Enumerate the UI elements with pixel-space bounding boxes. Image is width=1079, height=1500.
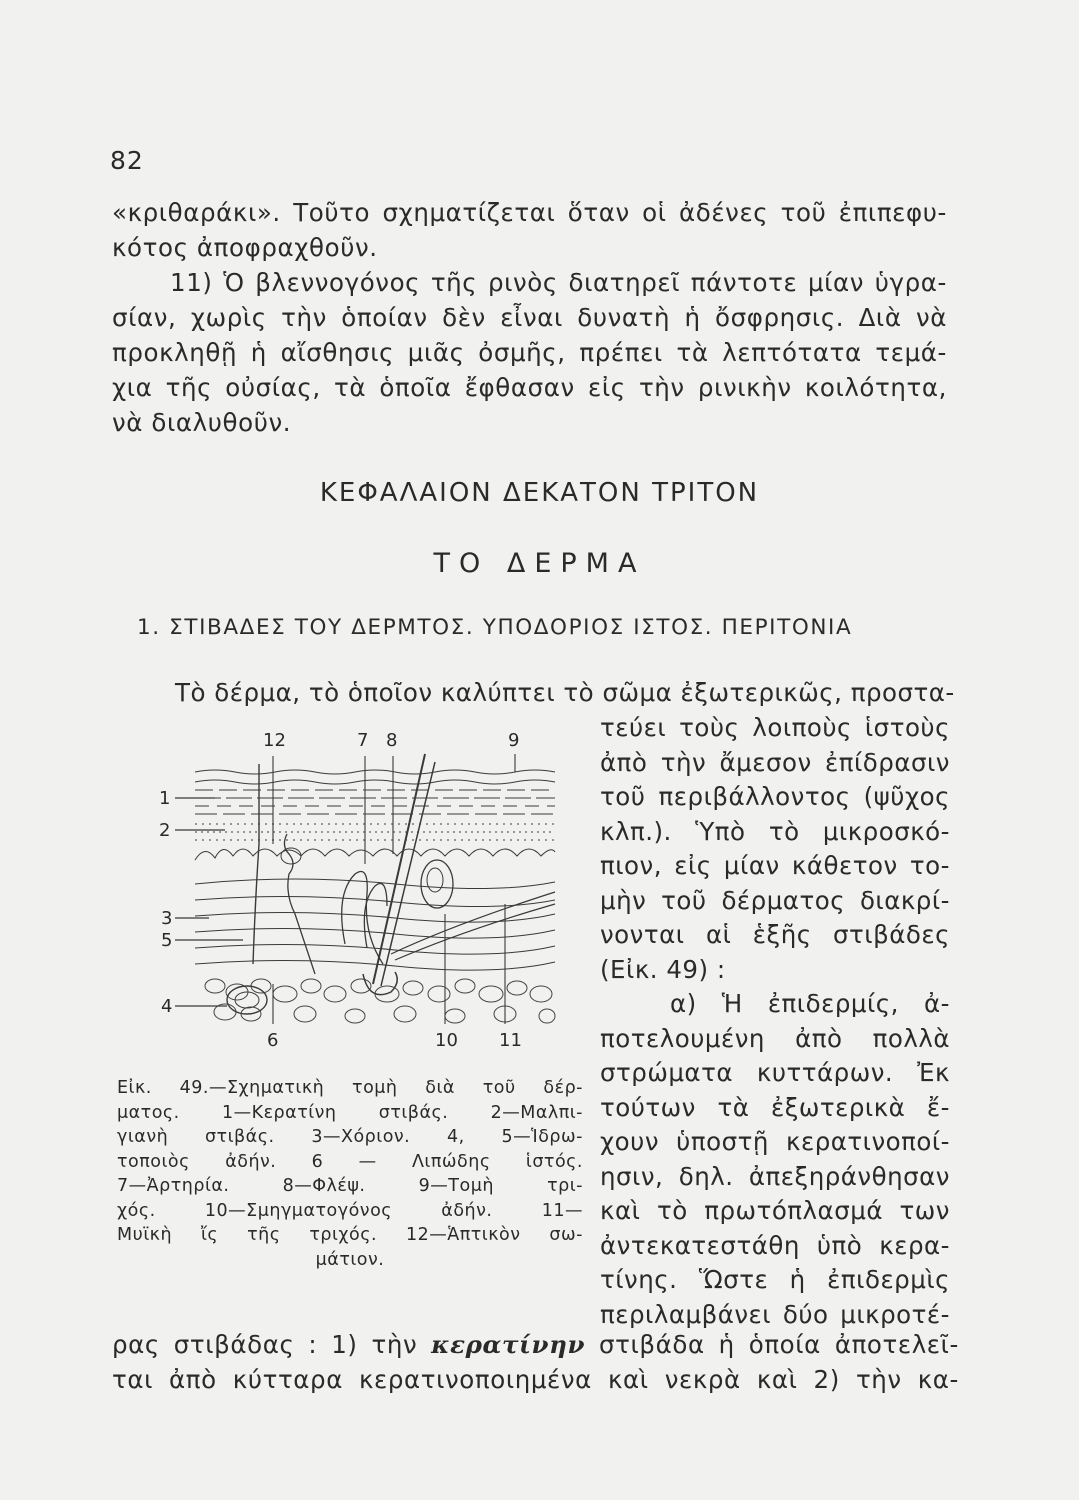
- text-line: καὶ τὸ πρωτόπλασμά των: [600, 1196, 950, 1225]
- text-line: τοῦ περιβάλλοντος (ψῦχος: [600, 782, 950, 811]
- text-line: στρώματα κυττάρων. Ἐκ: [600, 1058, 950, 1087]
- figure-label-7: 7: [357, 730, 369, 751]
- figure-label-5: 5: [161, 930, 173, 951]
- text-line: τίνης. Ὥστε ἡ ἐπιδερμὶς: [600, 1265, 950, 1294]
- caption-line: Εἰκ. 49.—Σχηματικὴ τομὴ διὰ τοῦ δέρ-: [117, 1078, 583, 1098]
- text-line: τεύει τοὺς λοιποὺς ἱστοὺς: [600, 713, 950, 742]
- figure-label-4: 4: [161, 996, 173, 1017]
- caption-line: γιανὴ στιβάς. 3—Χόριον. 4, 5—Ἱδρω-: [117, 1127, 583, 1147]
- text-line: πιον, εἰς μίαν κάθετον το-: [600, 851, 950, 880]
- text-line: ἀπὸ τὴν ἄμεσον ἐπίδρασιν: [600, 747, 950, 777]
- figure-label-9: 9: [508, 730, 520, 751]
- text-line: 11) Ὁ βλεννογόνος τῆς ρινὸς διατηρεῖ πάντοτε μίαν ὑγρα-: [170, 268, 947, 297]
- section-title: ΤΟ ΔΕΡΜΑ: [433, 548, 646, 579]
- text-line: νονται αἱ ἑξῆς στιβάδες: [600, 920, 950, 949]
- subsection-title: 1. ΣΤΙΒΑΔΕΣ ΤΟΥ ΔΕΡΜΤΟΣ. ΥΠΟΔΟΡΙΟΣ ΙΣΤΟΣ. ΠΕΡΙΤΟΝΙΑ: [137, 615, 853, 640]
- bottom-paragraph: [112, 1327, 959, 1397]
- text-segment: ρας στιβάδας : 1) τὴν: [112, 1330, 432, 1359]
- body-first-line: Τὸ δέρμα, τὸ ὁποῖον καλύπτει τὸ σῶμα ἐξωτερικῶς, προστα-: [175, 678, 955, 707]
- text-line: κλπ.). Ὑπὸ τὸ μικροσκό-: [600, 816, 950, 846]
- figure-label-10: 10: [435, 1030, 458, 1051]
- skin-section-figure: [155, 724, 575, 1074]
- figure-caption: [117, 1076, 583, 1272]
- text-segment: στιβάδα ἡ ὁποία ἀποτελεῖ-: [585, 1330, 959, 1359]
- text-line: [112, 1327, 959, 1362]
- text-line: ται ἀπὸ κύτταρα κερατινοποιημένα καὶ νεκρὰ καὶ 2) τὴν κα-: [112, 1365, 959, 1394]
- text-line: α) Ἡ ἐπιδερμίς, ἀ-: [670, 989, 950, 1018]
- text-line: (Εἰκ. 49) :: [600, 954, 726, 984]
- text-line: ποτελουμένη ἀπὸ πολλὰ: [600, 1023, 950, 1053]
- page-number: 82: [110, 146, 144, 175]
- caption-line: ματος. 1—Κερατίνη στιβάς. 2—Μαλπι-: [117, 1102, 583, 1123]
- figure-label-11: 11: [499, 1030, 522, 1051]
- text-line: περιλαμβάνει δύο μικροτέ-: [600, 1299, 950, 1329]
- caption-line: Μυϊκὴ ἴς τῆς τριχός. 12—Ἁπτικὸν σω-: [117, 1225, 583, 1245]
- emphasis-keratin: κερατίνην: [431, 1330, 586, 1359]
- text-line: χια τῆς οὐσίας, τὰ ὁποῖα ἔφθασαν εἰς τὴν ρινικὴν κοιλότητα,: [112, 373, 947, 402]
- figure-label-1: 1: [159, 788, 171, 809]
- figure-label-8: 8: [386, 730, 398, 751]
- text-line: «κριθαράκι». Τοῦτο σχηματίζεται ὅταν οἱ ἀδένες τοῦ ἐπιπεφυ-: [112, 198, 947, 227]
- text-line: τούτων τὰ ἐξωτερικὰ ἔ-: [600, 1092, 950, 1122]
- caption-line: τοποιὸς ἀδήν. 6 — Λιπώδης ἱστός.: [117, 1151, 583, 1172]
- text-line: χουν ὑποστῇ κερατινοποί-: [600, 1127, 950, 1156]
- caption-line: μάτιον.: [315, 1249, 385, 1270]
- caption-line: 7—Ἀρτηρία. 8—Φλέψ. 9—Τομὴ τρι-: [117, 1176, 583, 1196]
- text-line: προκληθῇ ἡ αἴσθησις μιᾶς ὀσμῆς, πρέπει τὰ λεπτότατα τεμά-: [112, 338, 947, 367]
- right-column-text: [600, 711, 950, 1332]
- text-line: ησιν, δηλ. ἀπεξηράνθησαν: [600, 1161, 950, 1191]
- chapter-title: ΚΕΦΑΛΑΙΟΝ ΔΕΚΑΤΟΝ ΤΡΙΤΟΝ: [319, 478, 760, 508]
- figure-label-2: 2: [159, 820, 171, 841]
- figure-label-12: 12: [263, 730, 286, 751]
- text-line: νὰ διαλυθοῦν.: [112, 408, 292, 437]
- figure-label-6: 6: [267, 1030, 279, 1051]
- text-line: ἀντεκατεστάθη ὑπὸ κερα-: [600, 1230, 950, 1260]
- caption-line: χός. 10—Σμηγματογόνος ἀδήν. 11—: [117, 1200, 583, 1221]
- text-line: σίαν, χωρὶς τὴν ὁποίαν δὲν εἶναι δυνατὴ ἡ ὄσφρησις. Διὰ νὰ: [112, 303, 947, 332]
- text-line: κότος ἀποφραχθοῦν.: [112, 233, 378, 262]
- figure-label-3: 3: [161, 908, 173, 929]
- text-line: μὴν τοῦ δέρματος διακρί-: [600, 885, 950, 915]
- top-paragraph: [112, 195, 947, 440]
